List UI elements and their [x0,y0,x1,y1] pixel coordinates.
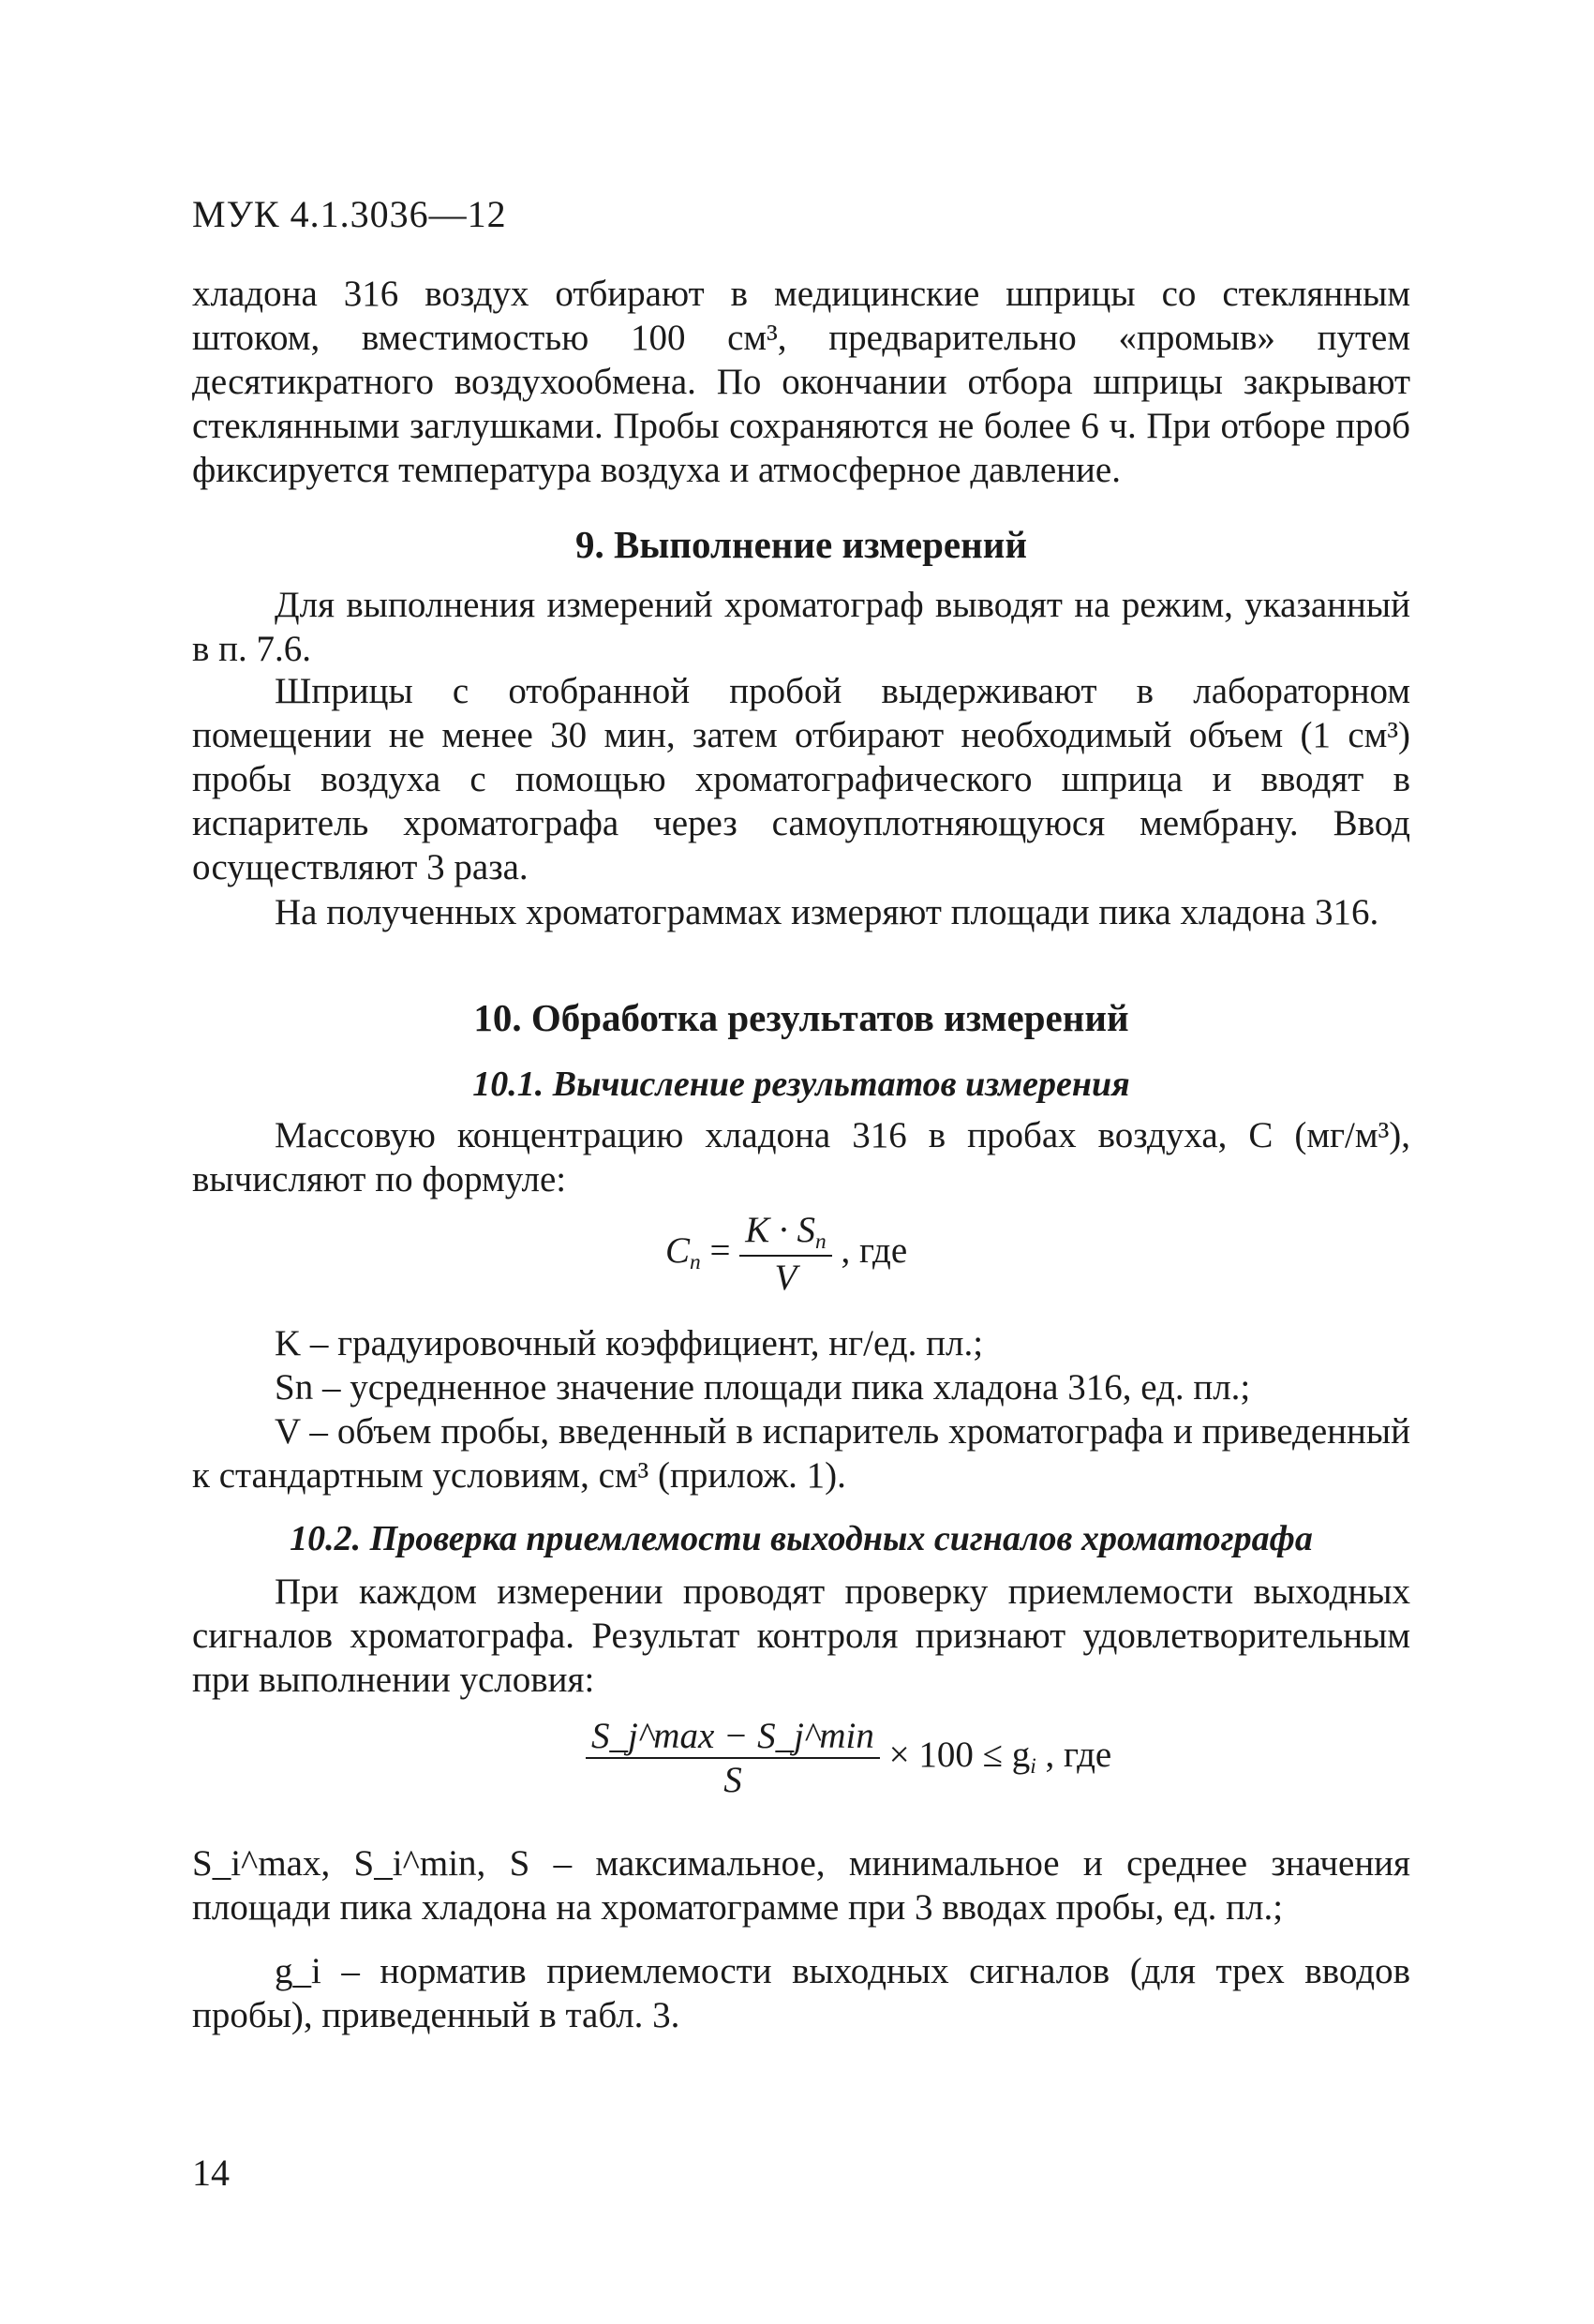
formula-suffix: , где [841,1229,908,1271]
formula-numerator [739,1209,831,1257]
section-9-paragraph-2: Шприцы с отобранной пробой выдерживают в лабораторном помещении не менее 30 мин, затем отбирают необходимый объем (1 см³) пробы воздуха с помощью хроматографического шприца и вводят в испаритель хроматографа через самоуплотняющуюся мембрану. Ввод осуществляют 3 раза. [192,671,1410,887]
formula-numerator-sub: n [814,1229,827,1255]
section-10-1-paragraph: Массовую концентрацию хладона 316 в пробах воздуха, С (мг/м³), вычисляют по формуле: [192,1115,1410,1199]
page-number: 14 [192,2152,230,2194]
section-9-title: 9. Выполнение измерений [575,523,1027,566]
intro-paragraph: хладона 316 воздух отбирают в медицинские шприцы со стеклянным штоком, вместимостью 100 см³, предварительно «промыв» путем десятикратного воздухообмена. По окончании отбора шприцы закрывают стеклянными заглушками. Пробы сохраняются не более 6 ч. При отборе проб фиксируется температура воздуха и атмосферное давление. [192,274,1410,490]
formula2-suffix: , где [1045,1734,1112,1775]
section-10-title: 10. Обработка результатов измерений [473,996,1129,1039]
section-10-2-title: 10.2. Проверка приемлемости выходных сигналов хроматографа [290,1519,1313,1558]
document-header: МУК 4.1.3036—12 [192,193,507,235]
formula2-rhs: × 100 ≤ g [888,1734,1031,1775]
definition-k: K – градуировочный коэффициент, нг/ед. пл.; [275,1323,984,1363]
formula2-fraction [586,1715,880,1801]
section-9-paragraph-1: Для выполнения измерений хроматограф выводят на режим, указанный в п. 7.6. [192,585,1410,669]
section-10-2-paragraph: При каждом измерении проводят проверку приемлемости выходных сигналов хроматографа. Результат контроля признают удовлетворительным при выполнении условия: [192,1572,1410,1700]
section-9-paragraph-3: На полученных хроматограммах измеряют площади пика хладона 316. [275,892,1379,932]
definition-v: V – объем пробы, введенный в испаритель хроматографа и приведенный к стандартным условиям, см³ (прилож. 1). [192,1411,1410,1496]
formula-equals: = [709,1229,731,1271]
definition-g: g_i – норматив приемлемости выходных сигналов (для трех вводов пробы), приведенный в табл. 3. [192,1951,1410,2035]
section-10-1-title: 10.1. Вычисление результатов измерения [472,1065,1130,1104]
acceptability-formula [586,1715,1111,1801]
formula-fraction [739,1209,831,1299]
formula2-denominator: S [723,1760,742,1800]
formula-denominator: V [774,1258,797,1299]
formula2-numerator: S_j^max − S_j^min [586,1715,880,1759]
formula2-rhs-sub: i [1030,1753,1036,1779]
formula-lhs-sub: n [690,1249,701,1274]
definition-smax-smin: S_i^max, S_i^min, S – максимальное, минимальное и среднее значения площади пика хладона на хроматограмме при 3 вводах пробы, ед. пл.; [192,1843,1410,1928]
definition-s: Sn – усредненное значение площади пика хладона 316, ед. пл.; [275,1367,1251,1408]
formula-lhs: C [665,1229,691,1271]
formula-numerator-text: K · S [745,1210,815,1250]
concentration-formula [665,1209,907,1299]
